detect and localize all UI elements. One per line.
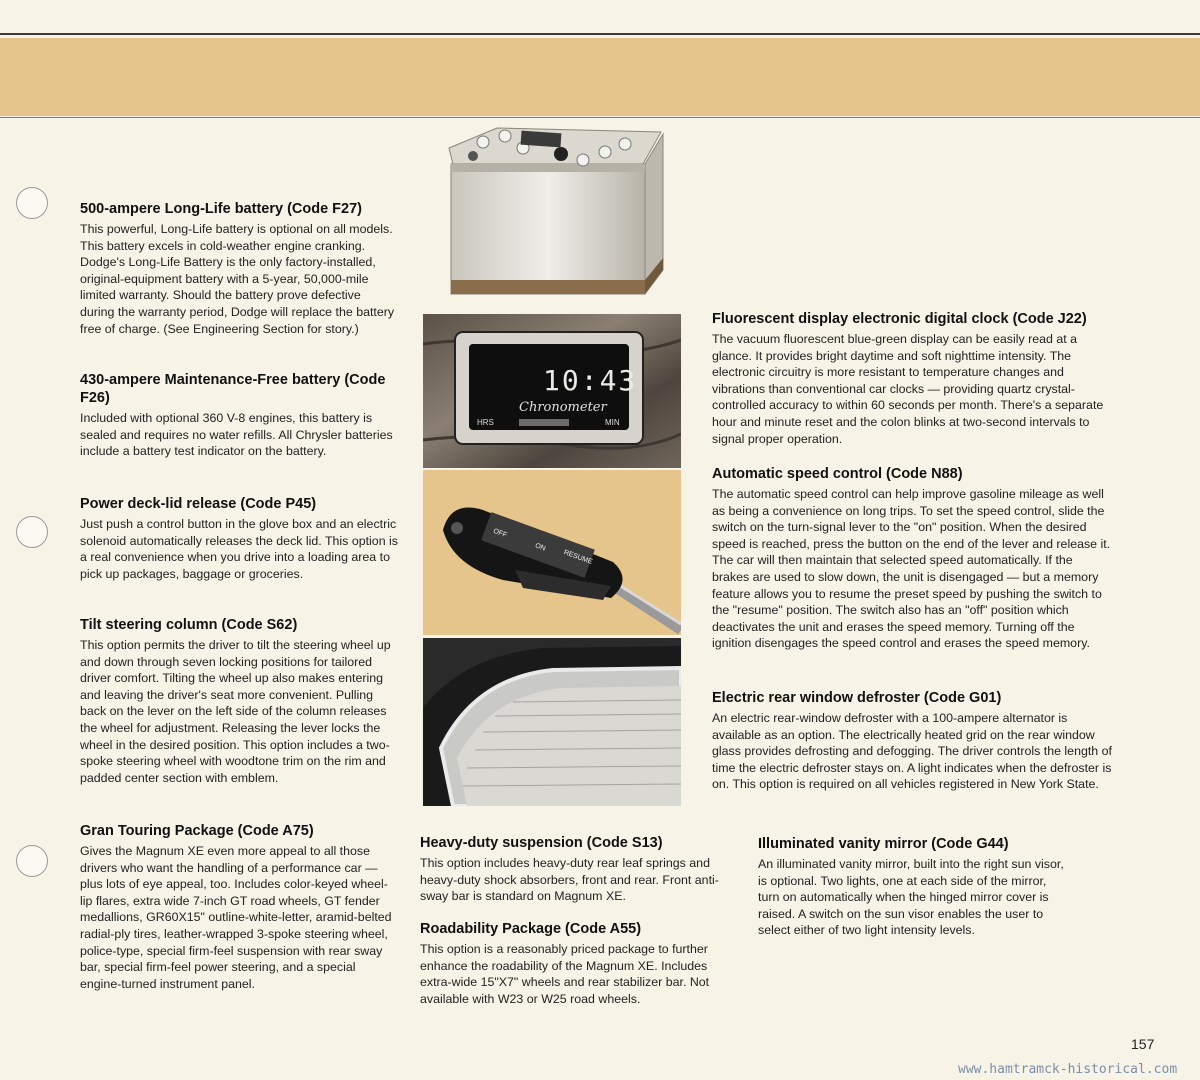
section-title: Fluorescent display electronic digital clock (Code J22) [712,311,1087,327]
clock-hrs-label: HRS [477,418,494,427]
clock-time-readout: 10:43 [543,364,638,397]
section-title: 500-ampere Long-Life battery (Code F27) [80,201,362,217]
lever-off-label: OFF [492,527,508,540]
section-body: Gives the Magnum XE even more appeal to all those drivers who want the handling of a performance car — plus lots of eye appeal, too. Includes color-keyed wheel-lip flares, extra wide 7-inch GT road wheels, GT fender medallions, GR60X15" outline-white-letter, aramid-belted radial-ply tires, leather-wrapped 3-spoke steering wheel, police-type, special firm-feel suspension with rear sway bar, special firm-feel power steering, and a special engine-turned instrument panel. [80,844,392,991]
section-tilt-steering-column [80,616,398,786]
section-power-deck-lid-release [80,495,398,582]
site-watermark: www.hamtramck-historical.com [958,1062,1178,1077]
section-title: Power deck-lid release (Code P45) [80,496,317,512]
clock-brand-label: Chronometer [519,400,607,415]
section-rear-window-defroster [712,689,1112,793]
section-body: The automatic speed control can help improve gasoline mileage as well as being a convenience on long trips. To set the speed control, slide the switch on the turn-signal lever to the "on" position. When the desired speed is reached, press the button on the end of the lever and release it. The car will then maintain that selected speed automatically. If the brakes are used to slow down, the unit is disengaged — but a memory feature allows you to resume the preset speed by pushing the switch to the "resume" position. The switch also has an "off" position which deactivates the unit and erases the speed memory. Turning off the ignition disengages the speed control and erases the speed memory. [712,487,1111,651]
section-illuminated-vanity-mirror [758,835,1070,939]
section-body: An electric rear-window defroster with a 100-ampere alternator is available as an option. The electrically heated grid on the rear window glass provides defrosting and defogging. The driver controls the length of time the electric defroster stays on. A light indicates when the defroster is on. This option is required on all vehicles registered in New York State. [712,711,1112,792]
header-band-rule [0,117,1200,118]
section-digital-clock [712,310,1112,447]
battery-photo [425,120,681,312]
section-body: This option includes heavy-duty rear leaf springs and heavy-duty shock absorbers, front and rear. Front anti-sway bar is standard on Magnum XE. [420,856,719,904]
digital-clock-photo [423,314,681,468]
section-title: Tilt steering column (Code S62) [80,617,298,633]
section-title: Electric rear window defroster (Code G01) [712,690,1002,706]
rear-window-defroster-photo [423,638,681,806]
clock-min-label: MIN [605,418,620,427]
section-body: The vacuum fluorescent blue-green display can be easily read at a glance. It provides bright daytime and soft nighttime intensity. The electronic circuitry is more resistant to temperature changes and vibrations than conventional car clocks — providing quartz crystal-controlled accuracy to within 60 seconds per month. There's a separate hour and minute reset and the colon blinks at two-second intervals to signal proper operation. [712,332,1104,446]
section-body: Included with optional 360 V-8 engines, this battery is sealed and requires no water refills. All Chrysler batteries include a battery test indicator on the battery. [80,411,393,459]
section-body: This powerful, Long-Life battery is optional on all models. This battery excels in cold-weather engine cranking. Dodge's Long-Life Battery is the only factory-installed, original-equipment battery with a 5-year, 50,000-mile limited warranty. Should the battery prove defective during the warranty period, Dodge will replace the battery free of charge. (See Engineering Section for story.) [80,222,395,336]
section-title: Heavy-duty suspension (Code S13) [420,835,663,851]
section-gran-touring-package [80,822,398,992]
page-number: 157 [1131,1036,1155,1052]
binder-hole-top [16,187,48,219]
section-title: Roadability Package (Code A55) [420,921,642,937]
section-title: Illuminated vanity mirror (Code G44) [758,836,1009,852]
section-body: This option permits the driver to tilt the steering wheel up and down through seven locking positions for tailored driver comfort. Tilting the wheel up also makes entering and leaving the driver's seat more convenient. Pulling back on the lever on the left side of the column releases the wheel for adjustment. Releasing the lever locks the wheel in the desired position. This option includes a two-spoke steering wheel with woodtone trim on the rim and padded center section with emblem. [80,638,391,785]
section-long-life-battery [80,200,398,337]
top-rule [0,33,1200,35]
section-title: Automatic speed control (Code N88) [712,466,963,482]
section-maintenance-free-battery [80,371,398,460]
header-band [0,38,1200,116]
binder-hole-bottom [16,845,48,877]
section-body: This option is a reasonably priced package to further enhance the roadability of the Magnum XE. Includes extra-wide 15"X7" wheels and rear stabilizer bar. Not available with W23 or W25 road wheels. [420,942,710,1006]
lever-on-label: ON [534,542,547,553]
speed-control-lever-photo [423,470,681,635]
section-title: Gran Touring Package (Code A75) [80,823,314,839]
section-body: An illuminated vanity mirror, built into the right sun visor, is optional. Two lights, one at each side of the mirror, turn on automatically when the hinged mirror cover is raised. A switch on the sun visor enables the user to select either of two light intensity levels. [758,857,1064,938]
section-title: 430-ampere Maintenance-Free battery (Code F26) [80,372,386,406]
section-heavy-duty-suspension [420,834,720,905]
clock-reset-bar [519,419,569,426]
section-automatic-speed-control [712,465,1112,652]
lever-resume-label: RESUME [562,549,594,566]
section-roadability-package [420,920,730,1007]
section-body: Just push a control button in the glove box and an electric solenoid automatically releases the deck lid. This option is a real convenience when you drive into a loading area to pick up packages, baggage or groceries. [80,517,398,581]
binder-hole-middle [16,516,48,548]
